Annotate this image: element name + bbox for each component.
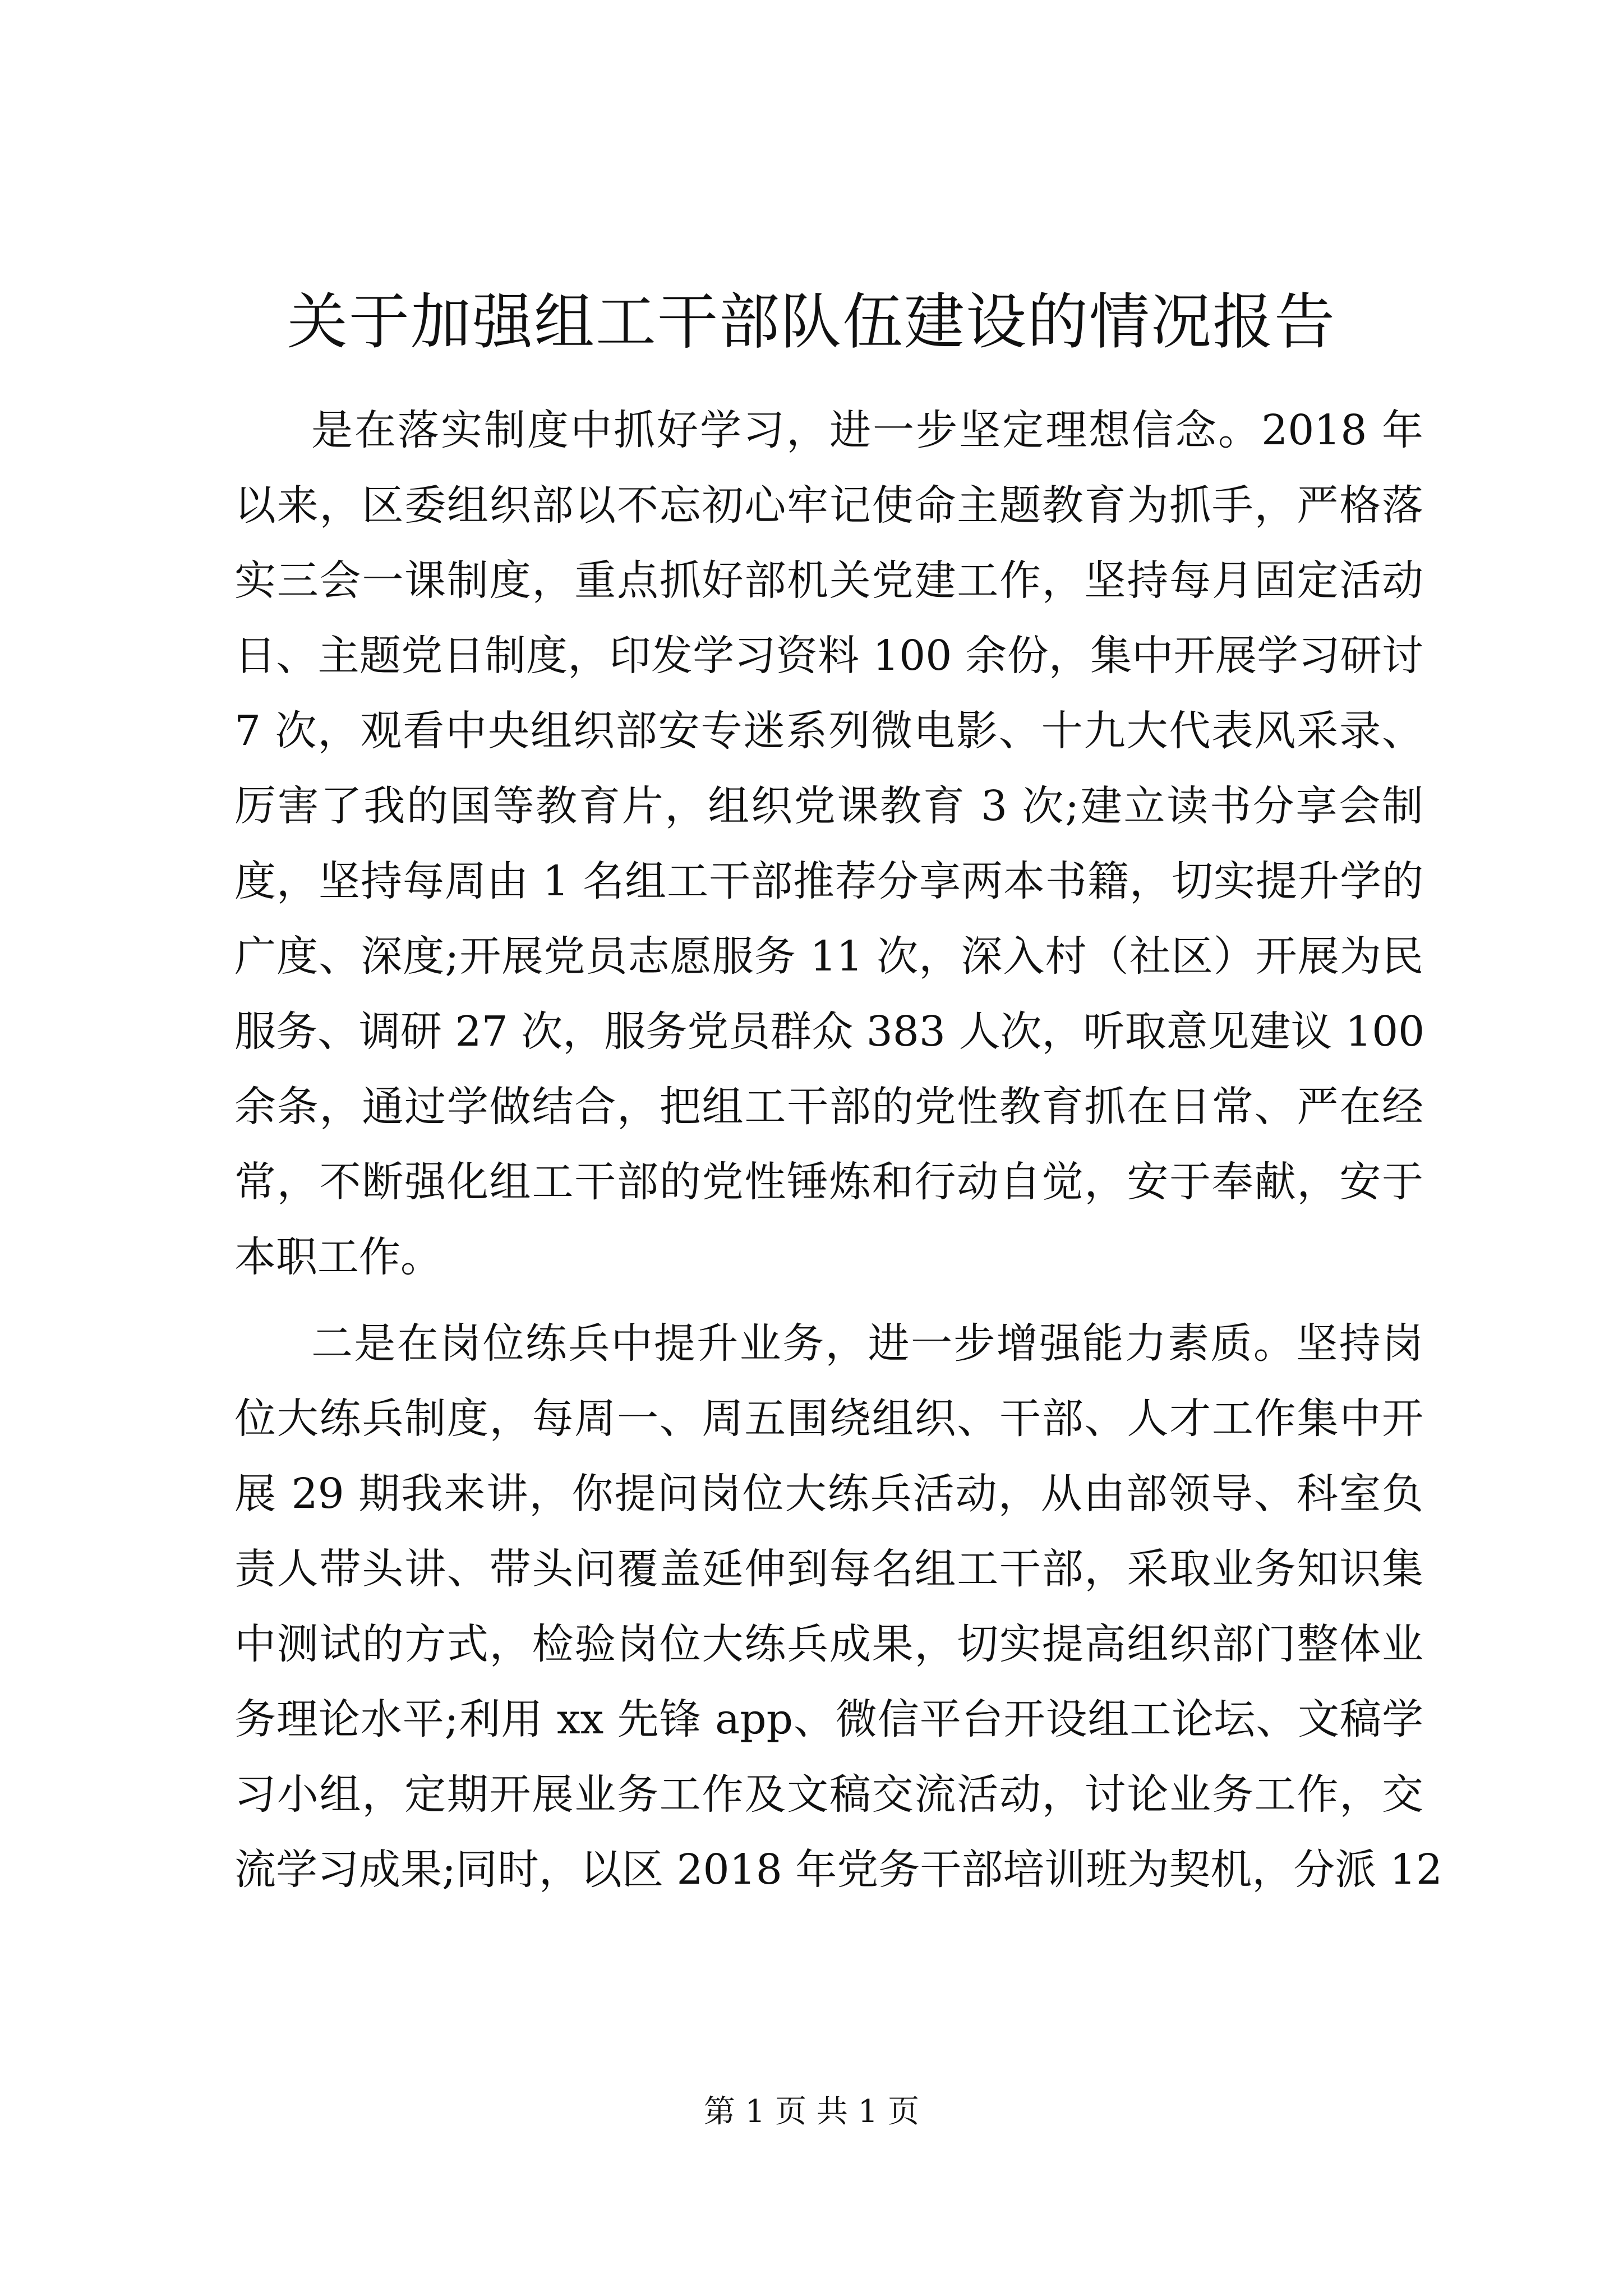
paragraph-line: 广度、深度;开展党员志愿服务 11 次，深入村（社区）开展为民 [234, 932, 1423, 981]
paragraph-line: 中测试的方式，检验岗位大练兵成果，切实提高组织部门整体业 [234, 1620, 1423, 1668]
paragraph-line: 以来，区委组织部以不忘初心牢记使命主题教育为抓手，严格落 [234, 481, 1423, 530]
paragraph-line: 二是在岗位练兵中提升业务，进一步增强能力素质。坚持岗 [311, 1319, 1423, 1368]
paragraph-line: 厉害了我的国等教育片，组织党课教育 3 次;建立读书分享会制 [234, 782, 1423, 830]
paragraph-line: 责人带头讲、带头问覆盖延伸到每名组工干部，采取业务知识集 [234, 1545, 1423, 1593]
paragraph-line: 实三会一课制度，重点抓好部机关党建工作，坚持每月固定活动 [234, 556, 1423, 605]
paragraph-line: 本职工作。 [234, 1233, 442, 1281]
paragraph-line: 7 次，观看中央组织部安专迷系列微电影、十九大代表风采录、 [234, 707, 1423, 755]
paragraph-line: 位大练兵制度，每周一、周五围绕组织、干部、人才工作集中开 [234, 1395, 1423, 1443]
paragraph-line: 展 29 期我来讲，你提问岗位大练兵活动，从由部领导、科室负 [234, 1470, 1423, 1518]
paragraph-line: 日、主题党日制度，印发学习资料 100 余份，集中开展学习研讨 [234, 632, 1423, 680]
page-number-footer: 第 1 页 共 1 页 [703, 2093, 920, 2130]
paragraph-line: 务理论水平;利用 xx 先锋 app、微信平台开设组工论坛、文稿学 [234, 1695, 1423, 1743]
paragraph-line: 余条，通过学做结合，把组工干部的党性教育抓在日常、严在经 [234, 1083, 1423, 1131]
paragraph-line: 是在落实制度中抓好学习，进一步坚定理想信念。2018 年 [311, 406, 1423, 454]
paragraph-line: 服务、调研 27 次，服务党员群众 383 人次，听取意见建议 100 [234, 1007, 1425, 1056]
paragraph-line: 流学习成果;同时，以区 2018 年党务干部培训班为契机，分派 12 [234, 1846, 1442, 1894]
paragraph-line: 习小组，定期开展业务工作及文稿交流活动，讨论业务工作，交 [234, 1770, 1423, 1819]
paragraph-line: 常，不断强化组工干部的党性锤炼和行动自觉，安于奉献，安于 [234, 1158, 1423, 1206]
paragraph-line: 度，坚持每周由 1 名组工干部推荐分享两本书籍，切实提升学的 [234, 857, 1423, 905]
document-title: 关于加强组工干部队伍建设的情况报告 [287, 287, 1336, 357]
